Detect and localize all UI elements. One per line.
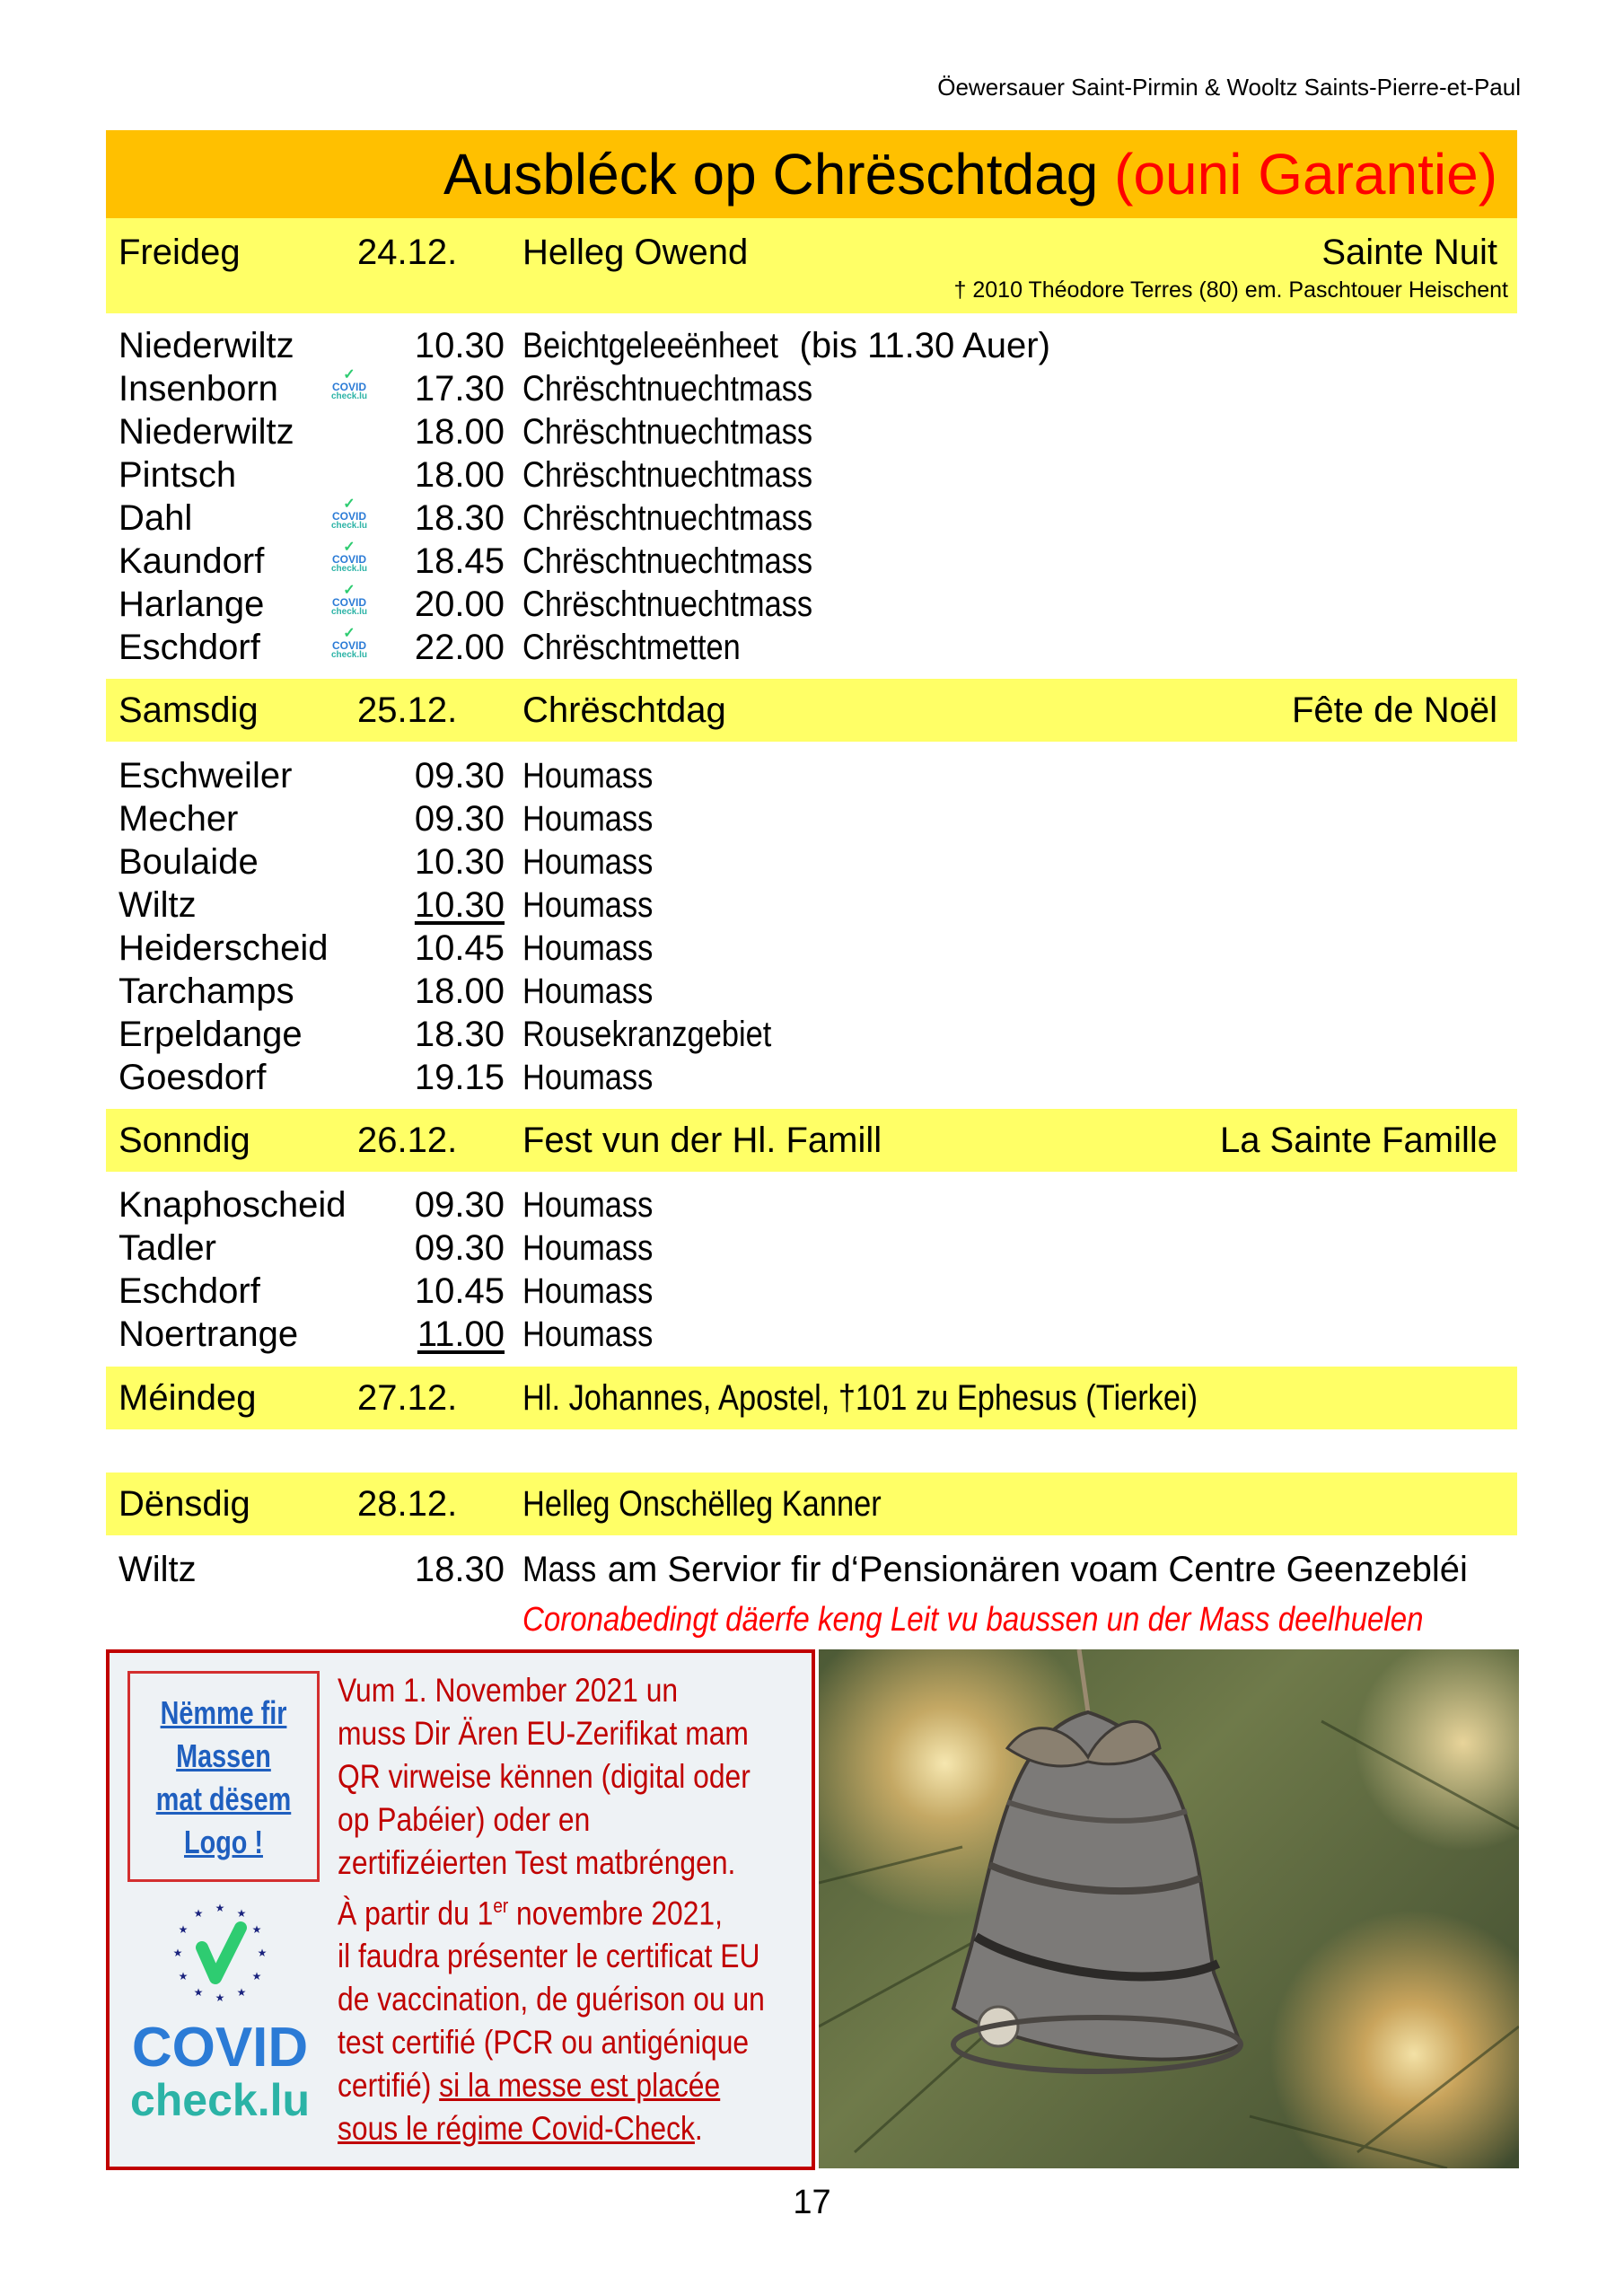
description: Houmass [522,799,654,839]
time: 10.45 [414,928,505,968]
time: 18.00 [414,412,505,452]
description: Beichtgeleeënheet (bis 11.30 Auer) [522,326,1050,365]
place: Kaundorf [119,541,265,581]
day-label: Freideg [119,233,241,272]
day-date: 25.12. [357,690,458,730]
covid-check-badge: ✓ COVID check.lu [330,497,368,531]
mass-row [106,884,1517,927]
bell-ornament-icon [819,1649,1519,2168]
place: Harlange [119,585,265,624]
running-header: Öewersauer Saint-Pirmin & Wooltz Saints-Pierre-et-Paul [937,74,1521,101]
place: Insenborn [119,369,278,409]
time: 09.30 [414,756,505,796]
time: 10.30 [414,326,505,365]
description: Chrëschtnuechtmass [522,455,813,495]
description: Houmass [522,1271,654,1311]
description: Mass am Servior fir d‘Pensionären voam Centre Geenzebléi [522,1550,1468,1589]
day-date: 26.12. [357,1121,458,1160]
svg-text:★: ★ [178,1923,189,1936]
title-note: (ouni Garantie) [1114,142,1497,207]
svg-text:★: ★ [215,1902,225,1914]
day-band-sat [106,679,1517,742]
covid-check-badge: ✓ COVID check.lu [330,583,368,617]
mass-row [106,840,1517,884]
description: Houmass [522,756,654,796]
description: Houmass [522,842,654,882]
description: Houmass [522,885,654,925]
covid-info-text: Vum 1. November 2021 un muss Dir Ären EU-Zerifikat mam QR virweise kënnen (digital oder op Pabéier) oder en zertifizéierten Test matbréngen. À partir du 1er novembre 2021, il faudra présenter le certificat EU de vaccination, de guérison ou un test certifié (PCR ou antigénique certifié) si la messe est placée sous le régime Covid-Check. [338,1672,765,2148]
place: Niederwiltz [119,412,294,452]
svg-text:★: ★ [193,1986,204,1999]
place: Knaphoscheid [119,1185,347,1225]
svg-text:★: ★ [251,1970,262,1982]
covid-info-box [106,1649,815,2170]
corona-note: Coronabedingt däerfe keng Leit vu baussen un der Mass deelhuelen [522,1601,1424,1639]
logo-hint-box: Nëmme fir Massen mat dësem Logo ! [127,1671,320,1882]
day-band-fri [106,218,1517,313]
place: Mecher [119,799,239,839]
feast-name-fr: Sainte Nuit [1321,233,1497,272]
time: 18.30 [414,1015,505,1054]
place: Eschdorf [119,1271,260,1311]
page-number: 17 [793,2184,831,2221]
place: Goesdorf [119,1058,267,1097]
svg-text:★: ★ [236,1907,247,1920]
mass-row [106,754,1517,797]
mass-row [106,324,1517,367]
description: Chrëschtmetten [522,628,741,667]
christmas-bell-photo [819,1649,1519,2168]
svg-text:★: ★ [236,1986,247,1999]
place: Eschweiler [119,756,293,796]
day-band-sun [106,1109,1517,1172]
description: Chrëschtnuechtmass [522,498,813,538]
place: Wiltz [119,885,197,925]
feast-name: Fest vun der Hl. Famill [522,1121,882,1160]
description: Chrëschtnuechtmass [522,412,813,452]
mass-row [106,1013,1517,1056]
mass-row [106,410,1517,453]
time: 22.00 [414,628,505,667]
day-label: Méindeg [119,1378,257,1418]
time: 09.30 [414,799,505,839]
mass-row [106,797,1517,840]
description: Chrëschtnuechtmass [522,541,813,581]
place: Dahl [119,498,193,538]
mass-row [106,1270,1517,1313]
mass-row [106,1183,1517,1226]
day-label: Sonndig [119,1121,250,1160]
description: Houmass [522,1058,654,1097]
day-band-tue [106,1473,1517,1535]
day-date: 27.12. [357,1378,458,1418]
feast-name: Hl. Johannes, Apostel, †101 zu Ephesus (Tierkei) [522,1378,1198,1418]
place: Erpeldange [119,1015,303,1054]
place: Heiderscheid [119,928,329,968]
commemoration: † 2010 Théodore Terres (80) em. Paschtouer Heischent [953,277,1508,303]
description: Chrëschtnuechtmass [522,585,813,624]
covid-check-badge: ✓ COVID check.lu [330,540,368,574]
time: 20.00 [414,585,505,624]
svg-text:★: ★ [193,1907,204,1920]
svg-text:★: ★ [215,1991,225,2004]
time: 18.45 [414,541,505,581]
time: 09.30 [414,1185,505,1225]
description: Houmass [522,1314,654,1354]
covid-check-badge: ✓ COVID check.lu [330,367,368,401]
feast-name-fr: Fête de Noël [1291,690,1497,730]
place: Tarchamps [119,971,294,1011]
description: Chrëschtnuechtmass [522,369,813,409]
mass-row [106,1056,1517,1099]
mass-row [106,583,1517,626]
mass-row [106,1226,1517,1270]
place: Wiltz [119,1550,197,1589]
mass-row [106,1313,1517,1356]
eu-stars-check-icon [162,1895,278,2012]
place: Noertrange [119,1314,299,1354]
day-band-mon [106,1367,1517,1429]
mass-row [106,970,1517,1013]
covid-check-logo: ★ ★ ★ ★ ★ ★ ★ ★ ★ ★ ★ ★ COVID check.lu [119,1895,321,2156]
title-banner [106,130,1517,218]
feast-name: Helleg Onschëlleg Kanner [522,1484,882,1524]
mass-row [106,367,1517,410]
svg-text:★: ★ [257,1947,268,1959]
place: Niederwiltz [119,326,294,365]
time: 10.30 [414,885,505,925]
description: Rousekranzgebiet [522,1015,772,1054]
day-label: Dënsdig [119,1484,250,1524]
place: Pintsch [119,455,237,495]
time: 19.15 [414,1058,505,1097]
time: 10.30 [414,842,505,882]
time: 11.00 [417,1314,505,1354]
description: Houmass [522,971,654,1011]
svg-text:★: ★ [178,1970,189,1982]
mass-row [106,453,1517,497]
time: 18.00 [414,971,505,1011]
day-date: 28.12. [357,1484,458,1524]
mass-row [106,927,1517,970]
time: 18.30 [414,1550,505,1589]
svg-text:★: ★ [251,1923,262,1936]
place: Eschdorf [119,628,260,667]
covid-check-badge: ✓ COVID check.lu [330,626,368,660]
description: Houmass [522,928,654,968]
time: 10.45 [414,1271,505,1311]
svg-text:★: ★ [172,1947,183,1959]
place: Tadler [119,1228,216,1268]
day-label: Samsdig [119,690,259,730]
page-title: Ausbléck op Chrëschtdag (ouni Garantie) [443,142,1497,207]
time: 17.30 [414,369,505,409]
day-date: 24.12. [357,233,458,272]
description: Houmass [522,1228,654,1268]
feast-name: Chrëschtdag [522,690,726,730]
time: 09.30 [414,1228,505,1268]
mass-row [106,626,1517,669]
feast-name-fr: La Sainte Famille [1219,1121,1497,1160]
time: 18.00 [414,455,505,495]
description: Houmass [522,1185,654,1225]
time: 18.30 [414,498,505,538]
mass-row [106,497,1517,540]
place: Boulaide [119,842,259,882]
mass-row [106,1548,1517,1591]
mass-row [106,540,1517,583]
feast-name: Helleg Owend [522,233,749,272]
